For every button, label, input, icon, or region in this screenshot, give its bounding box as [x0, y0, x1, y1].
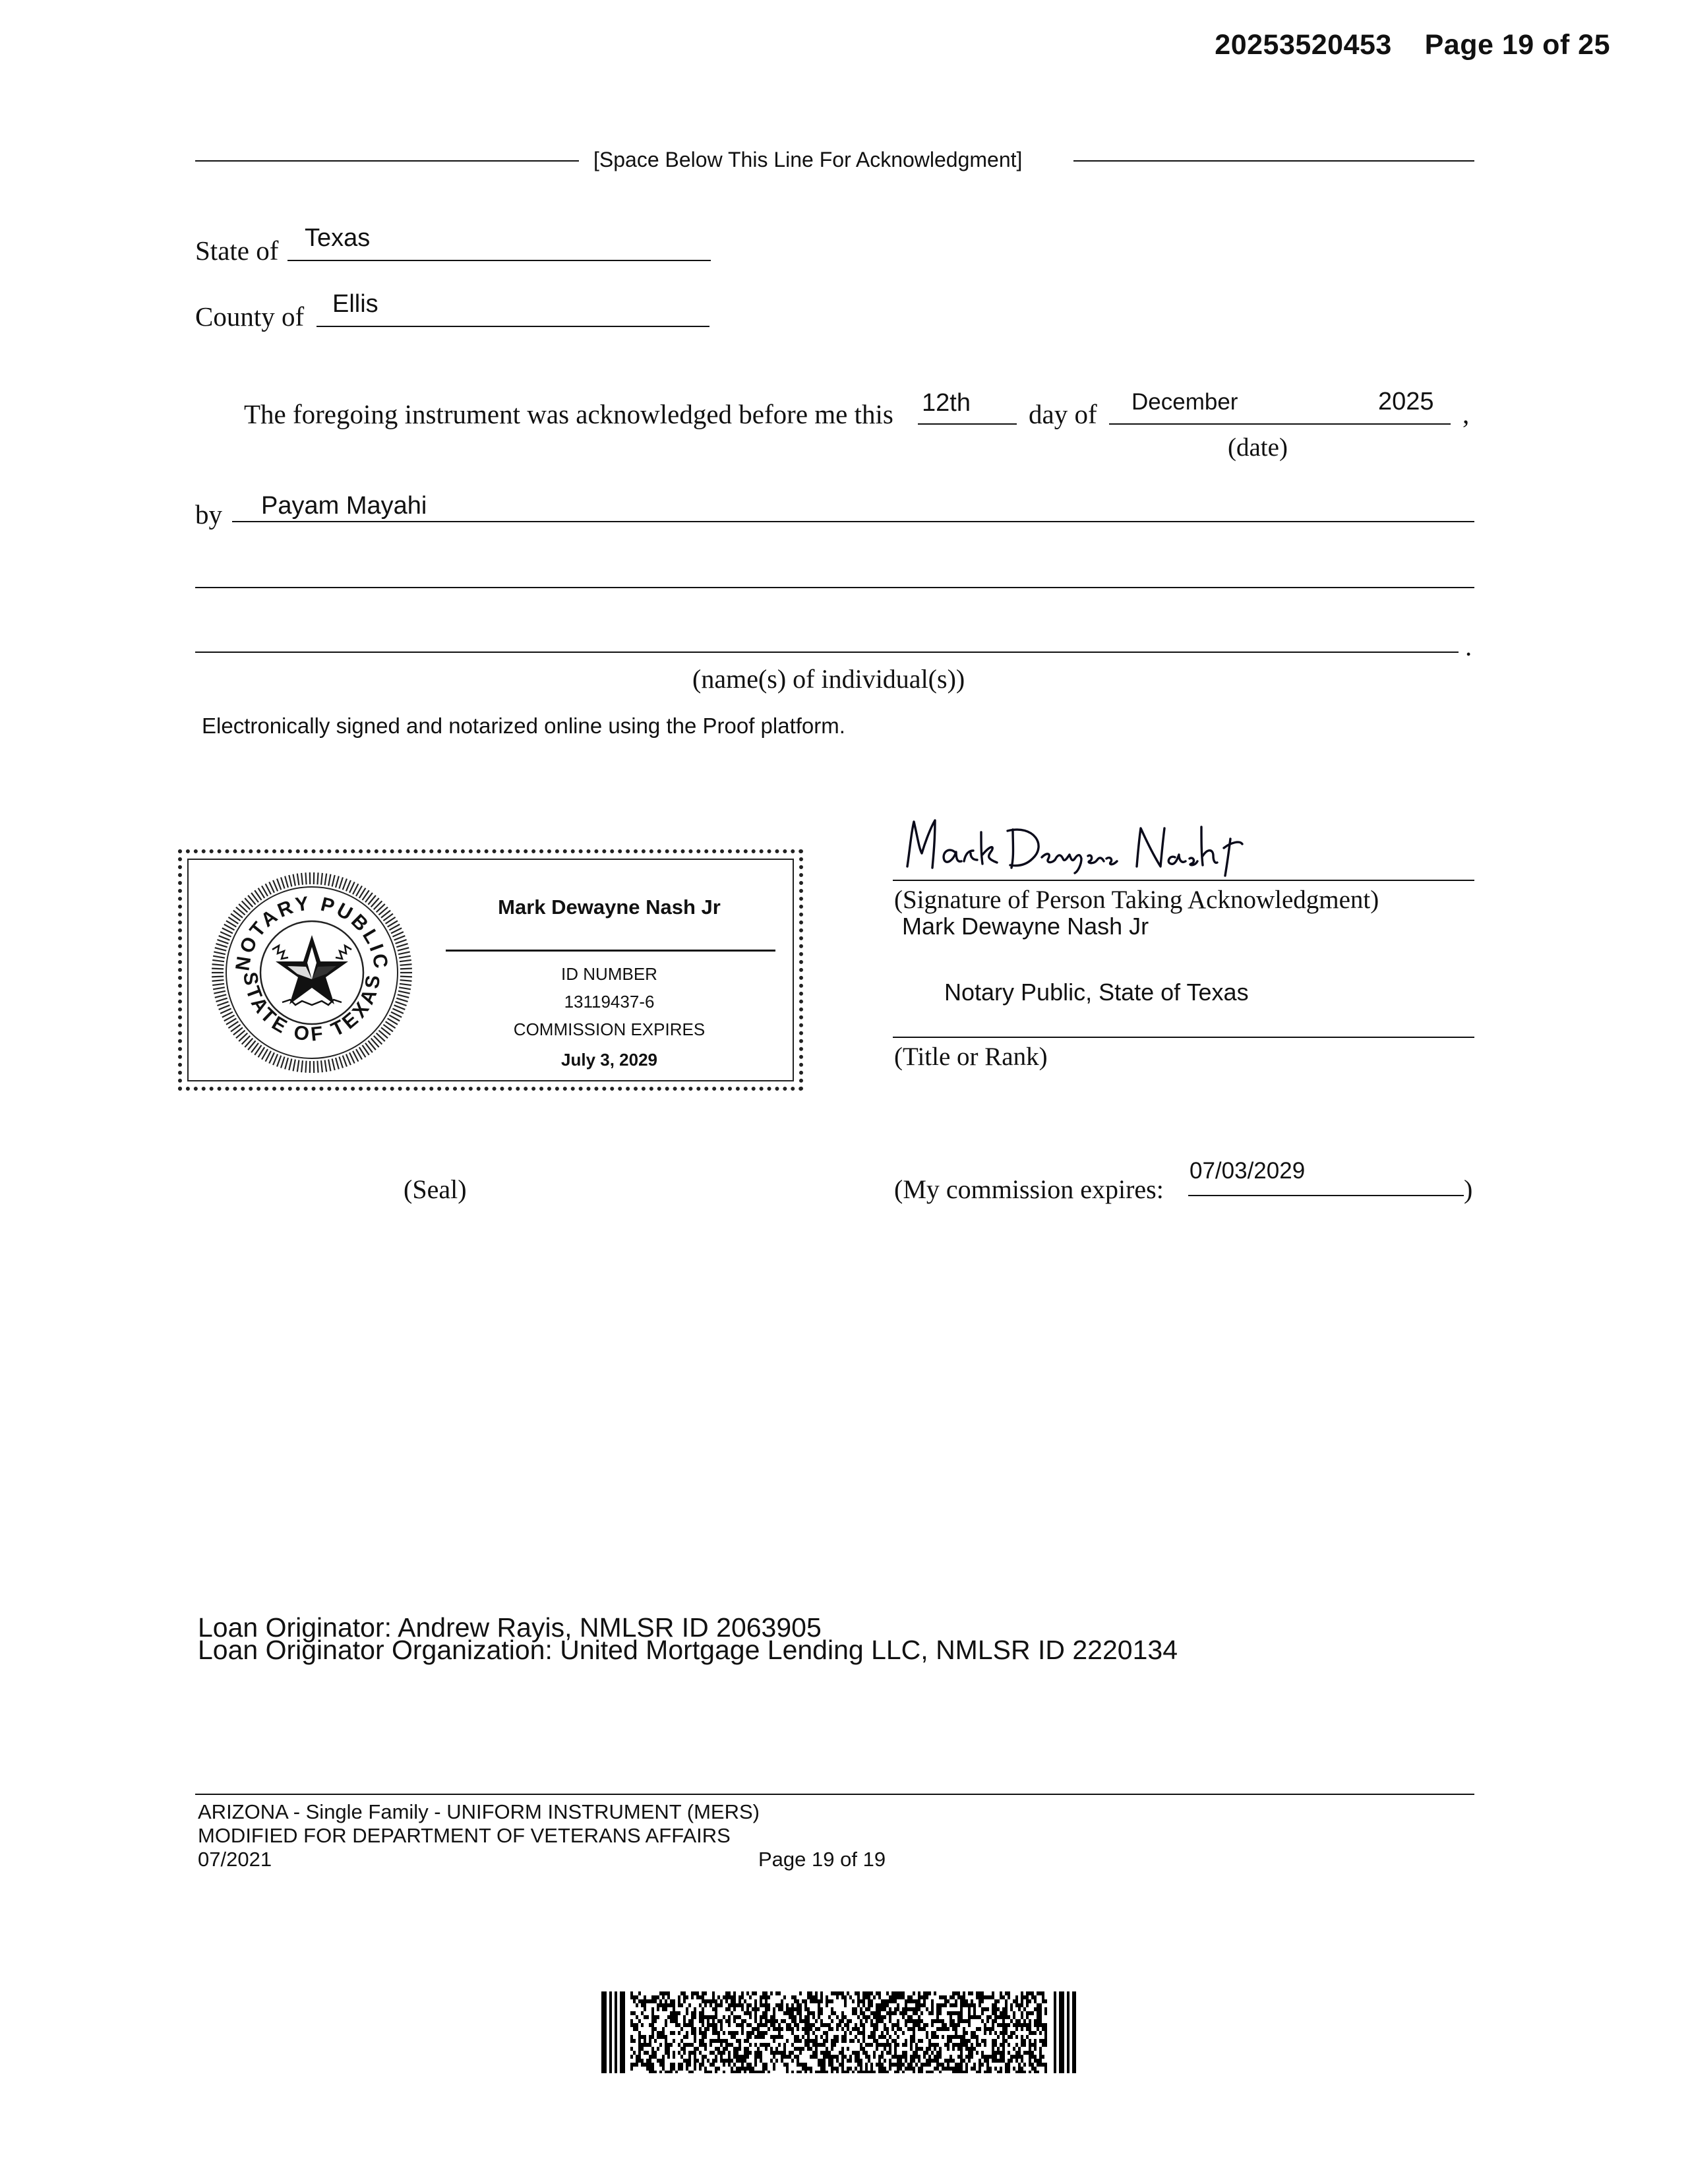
county-underline	[316, 326, 709, 327]
seal-ring-bottom-text: STATE OF TEXAS	[239, 971, 385, 1046]
footer-form-title: ARIZONA - Single Family - UNIFORM INSTRUMENT (MERS)	[198, 1800, 760, 1823]
footer-form-date: 07/2021	[198, 1848, 272, 1871]
state-value: Texas	[305, 224, 371, 252]
by-label: by	[195, 499, 222, 530]
acknowledgment-banner: [Space Below This Line For Acknowledgment]	[593, 148, 1023, 171]
names-period: .	[1465, 631, 1472, 661]
footer-form-subtitle: MODIFIED FOR DEPARTMENT OF VETERANS AFFAIRS	[198, 1824, 731, 1847]
seal-caption: (Seal)	[404, 1174, 467, 1204]
star-icon	[272, 935, 351, 1005]
stamp-id-label: ID NUMBER	[561, 964, 657, 984]
month-value: December	[1131, 389, 1238, 415]
signature-caption: (Signature of Person Taking Acknowledgment)	[894, 886, 1379, 914]
stamp-commission-date: July 3, 2029	[561, 1050, 657, 1070]
signature-underline	[893, 880, 1474, 881]
footer-page-number: Page 19 of 19	[758, 1848, 886, 1871]
commission-expiry-value: 07/03/2029	[1190, 1158, 1306, 1184]
notary-title: Notary Public, State of Texas	[944, 979, 1249, 1006]
notary-printed-name: Mark Dewayne Nash Jr	[902, 913, 1149, 940]
by-underline	[232, 521, 1474, 522]
barcode-image	[601, 1991, 1076, 2073]
loan-originator-organization: Loan Originator Organization: United Mortgage Lending LLC, NMLSR ID 2220134	[198, 1635, 1178, 1665]
seal-ring-top-text: NOTARY PUBLIC	[231, 892, 392, 973]
date-comma: ,	[1462, 399, 1470, 429]
notary-signature	[902, 812, 1245, 878]
electronic-notarization-note: Electronically signed and notarized online using the Proof platform.	[202, 713, 845, 738]
names-underline-2	[195, 587, 1474, 588]
state-label: State of	[195, 235, 279, 266]
year-value: 2025	[1378, 388, 1434, 415]
day-of-label: day of	[1029, 399, 1097, 429]
county-label: County of	[195, 301, 305, 332]
date-underline	[1109, 423, 1451, 425]
stamp-commission-label: COMMISSION EXPIRES	[513, 1019, 706, 1039]
date-caption: (date)	[1228, 433, 1288, 462]
names-underline-3	[195, 652, 1459, 653]
notary-seal-emblem	[210, 870, 414, 1075]
state-underline	[287, 260, 711, 261]
footer-rule	[195, 1794, 1474, 1795]
day-underline	[918, 423, 1017, 425]
title-underline	[893, 1037, 1474, 1038]
names-caption: (name(s) of individual(s))	[692, 664, 965, 694]
stamp-notary-name: Mark Dewayne Nash Jr	[498, 895, 721, 919]
acknowledgment-sentence: The foregoing instrument was acknowledged before me this	[244, 399, 893, 429]
county-value: Ellis	[332, 290, 378, 318]
stamp-name-rule	[446, 950, 775, 952]
document-reference: 20253520453 Page 19 of 25	[1215, 29, 1610, 61]
day-value: 12th	[922, 389, 971, 417]
loan-originator: Loan Originator: Andrew Rayis, NMLSR ID 2063905	[198, 1612, 822, 1643]
commission-underline	[1188, 1195, 1464, 1196]
commission-caption: (My commission expires:	[894, 1174, 1164, 1204]
stamp-id-number: 13119437-6	[564, 992, 655, 1012]
banner-rule-right	[1073, 160, 1474, 162]
title-caption: (Title or Rank)	[894, 1043, 1048, 1071]
banner-rule-left	[195, 160, 579, 162]
commission-close-paren: )	[1464, 1174, 1473, 1204]
by-value: Payam Mayahi	[261, 492, 427, 520]
